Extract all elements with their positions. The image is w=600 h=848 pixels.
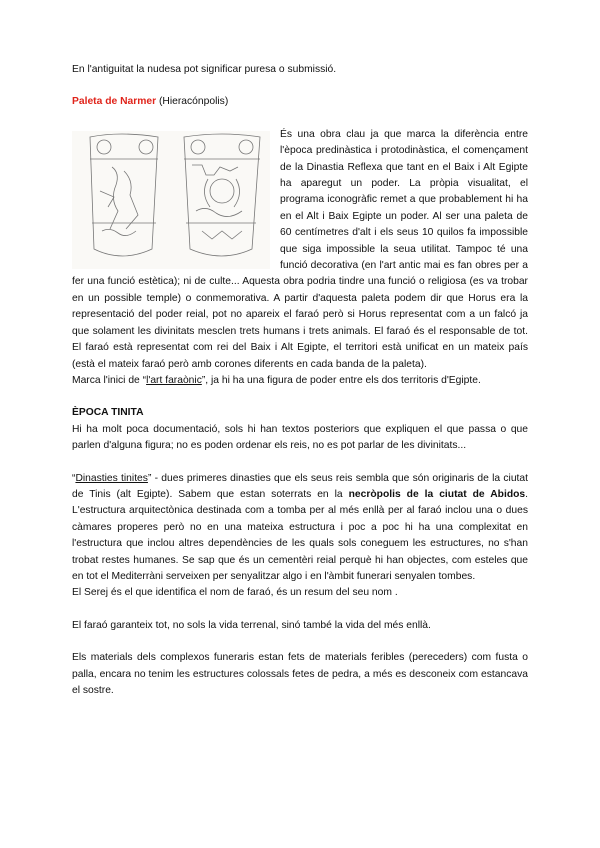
tinita-paragraph: Hi ha molt poca documentació, sols hi han textos posteriors que expliquen el que passa o que parlen d'alguna figura; no es poden ordenar els reis, no es pot parlar de les divinitats... <box>72 423 528 452</box>
dinasties-paragraph <box>72 471 528 586</box>
art-faraonic-line <box>72 373 528 389</box>
narmer-palette-sketch-icon <box>72 131 270 269</box>
paleta-paragraph: És una obra clau ja que marca la diferència entre l'època predinàstica i protodinàstica, el començament de la Dinastia Reflexa que tant en el Baix i Alt Egipte ha aparegut un poder. La pròpia visualitat, el programa iconogràfic remet a que probablement hi ha en el Alt i Baix Egipte un poder. Al ser una paleta de 60 centímetres d'alt i els seus 10 quilos fa impossible que siga impossible la seua utilitat. Tampoc té una funció decorativa (en l'art antic mai es fan obres per a fer una funció estètica); ni de culte... Aquesta obra podria tindre una funció o religiosa (es va trobar en un possible temple) o conmemorativa. A partir d'aquesta paleta podem dir que Horus era la representació del poder reial, pot no apareix el faraó però si Horus representat com a un falcó ja que solament les divinitats mesclen trets humans i trets animals. El faraó és el responsable de tot. El faraó està representat com rei del Baix i Alt Egipte, el territori està unificat en un mateix país (està el mateix faraó però amb corones diferents en cada banda de la paleta). <box>72 128 528 370</box>
art-line-post: ”, ja hi ha una figura de poder entre els dos territoris d'Egipte. <box>201 374 481 386</box>
epoca-tinita-heading: ÈPOCA TINITA <box>72 407 144 419</box>
serej-line: El Serej és el que identifica el nom de faraó, és un resum del seu nom . <box>72 587 398 599</box>
intro-line: En l'antiguitat la nudesa pot significar puresa o submissió. <box>72 64 337 75</box>
abidos-bold: necròpolis de la ciutat de Abidos <box>348 488 526 500</box>
materials-paragraph: Els materials dels complexos funeraris estan fets de materials feribles (pereceders) com fusta o palla, encara no tenim les estructures colossals fetes de pedra, a més es desconeix com estancava el sostre. <box>72 652 528 696</box>
farao-line: El faraó garanteix tot, no sols la vida terrenal, sinó també la vida del més enllà. <box>72 619 431 631</box>
dyn-open: “ <box>72 472 76 484</box>
dinasties-tinites-link[interactable]: Dinasties tinites <box>75 472 148 484</box>
paleta-title: Paleta de Narmer <box>72 96 157 108</box>
art-line-pre: Marca l'inici de “ <box>72 374 147 386</box>
paleta-heading <box>72 94 528 110</box>
paleta-place: (Hieracónpolis) <box>156 96 229 108</box>
dyn-mid: ” - dues primeres dinasties que els seus reis sembla que són originaris de la ciutat de Tinis (alt Egipte). Sabem que estan soterrats en la <box>72 472 528 500</box>
dyn-rest: . L'estructura arquitectònica destinada com a tomba per al més enllà per al faraó inclou una o dues càmares properes però no en una mateixa estructura i poc a poc hi ha una complexitat en l'estructura que inclou altres dependències de les quals sols coneguem les estructures, no s'han trobat restes humanes. Se sap que és un cementèri reial perquè hi han objectes, com esteles que en tot el Mediterràni serveixen per senyalitzar algo i en l'àmbit funerari senyalen tombes. <box>72 488 529 582</box>
document-page <box>72 62 528 699</box>
art-faraonic-link[interactable]: l'art faraònic <box>146 374 202 386</box>
